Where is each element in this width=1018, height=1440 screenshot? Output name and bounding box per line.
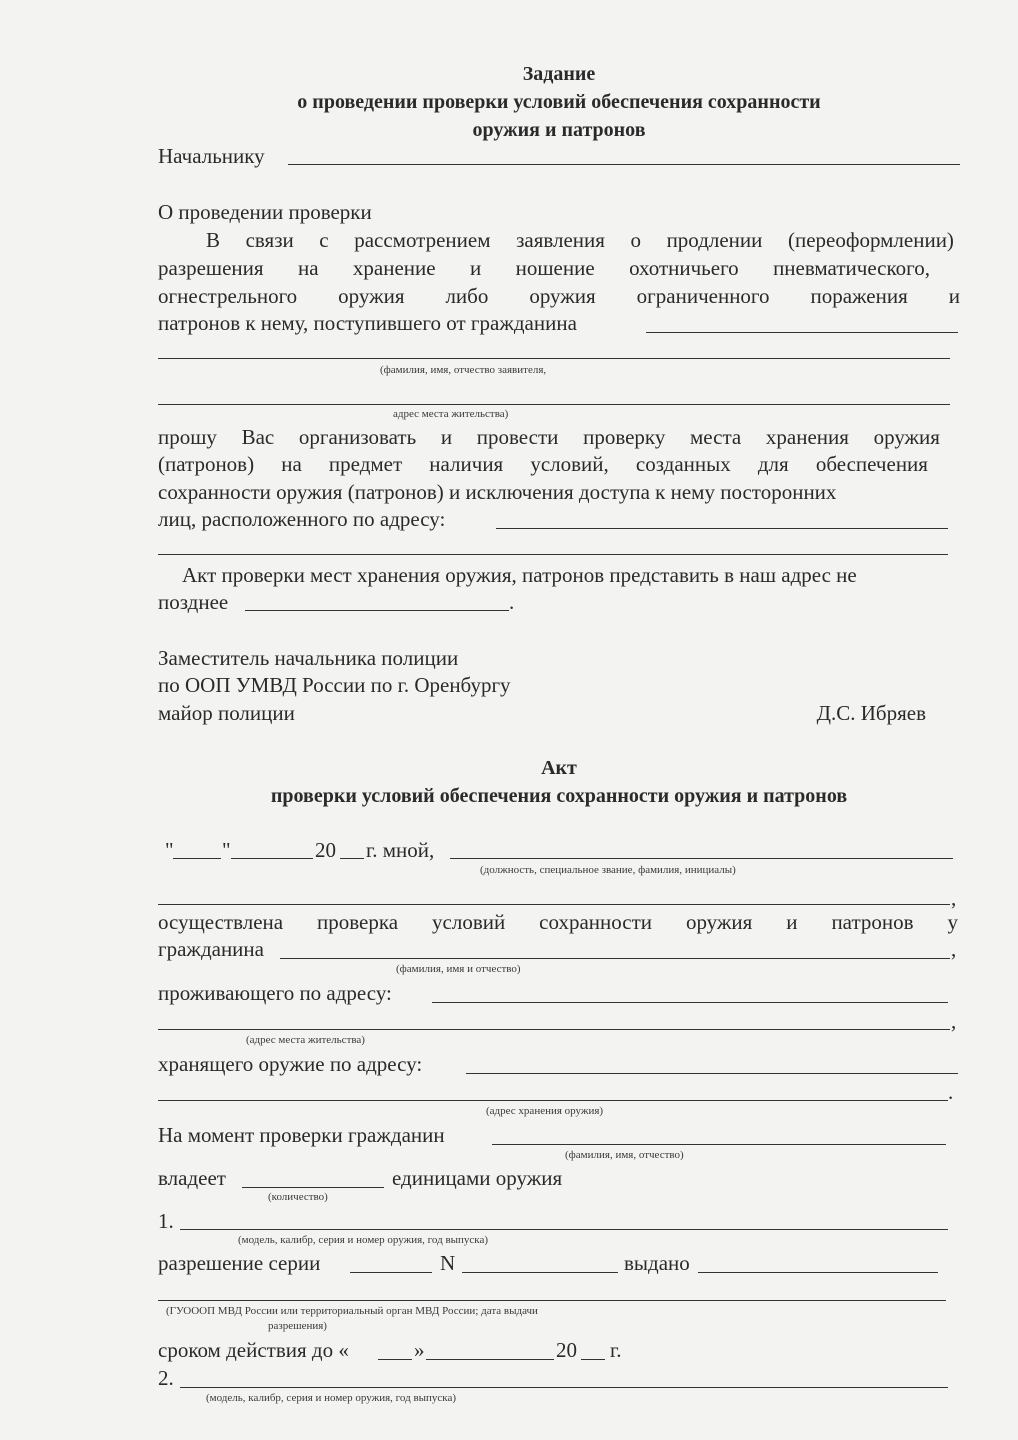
storing-label: хранящего оружие по адресу: <box>158 1052 423 1076</box>
permit-number-label: N <box>440 1251 456 1275</box>
caption-count: (количество) <box>268 1191 328 1203</box>
applicant-address-line[interactable] <box>158 404 950 405</box>
caption-issuer-line2: разрешения) <box>268 1320 327 1332</box>
issued-field-line[interactable] <box>698 1272 938 1273</box>
caption-citizen: (фамилия, имя и отчество) <box>396 963 521 975</box>
item2-field-line[interactable] <box>180 1387 948 1388</box>
applicant-fio-line[interactable] <box>158 358 950 359</box>
caption-applicant-fio: (фамилия, имя, отчество заявителя, <box>380 364 547 376</box>
storage-field-line1[interactable] <box>466 1073 958 1074</box>
date-day-line[interactable] <box>173 858 221 859</box>
citizen-field-line[interactable] <box>280 958 950 959</box>
weapon-count-line[interactable] <box>242 1187 384 1188</box>
storage-period: . <box>948 1080 954 1104</box>
valid-until-label: сроком действия до « <box>158 1338 349 1362</box>
applicant-field-line[interactable] <box>646 332 958 333</box>
task-subtitle-line2: оружия и патронов <box>472 119 646 141</box>
caption-model2: (модель, калибр, серия и номер оружия, год выпуска) <box>206 1392 457 1404</box>
caption-residence: (адрес места жительства) <box>246 1034 365 1046</box>
inspector-field-line[interactable] <box>450 858 953 859</box>
caption-inspector: (должность, специальное звание, фамилия, инициалы) <box>480 864 736 876</box>
valid-day-line[interactable] <box>378 1359 412 1360</box>
act-subtitle: проверки условий обеспечения сохранности оружия и патронов <box>270 785 848 807</box>
residing-label: проживающего по адресу: <box>158 981 392 1005</box>
date-year-line[interactable] <box>340 858 364 859</box>
caption-issuer-line1: (ГУОООП МВД России или территориальный орган МВД России; дата выдачи <box>166 1305 538 1317</box>
deadline-field-line[interactable] <box>245 610 509 611</box>
permit-number-line[interactable] <box>462 1272 618 1273</box>
storage-field-line2[interactable] <box>158 1100 948 1101</box>
storage-address-line1[interactable] <box>496 528 948 529</box>
act-title: Акт <box>541 757 577 779</box>
signer-position-line2: по ООП УМВД России по г. Оренбургу <box>158 673 511 697</box>
date-year-prefix: 20 <box>315 838 336 862</box>
valid-year-prefix: 20 <box>556 1338 577 1362</box>
paragraph1-line4: патронов к нему, поступившего от гражданина <box>158 311 577 335</box>
permit-series-label: разрешение серии <box>158 1251 321 1275</box>
paragraph2-line3: сохранности оружия (патронов) и исключения доступа к нему посторонних <box>158 480 837 504</box>
item1-number: 1. <box>158 1209 174 1233</box>
date-by-label: г. мной, <box>366 838 435 862</box>
paragraph3-line2: позднее <box>158 590 229 614</box>
moment-citizen-line[interactable] <box>492 1144 946 1145</box>
caption-moment: (фамилия, имя, отчество) <box>565 1149 684 1161</box>
citizen-comma: , <box>951 937 957 961</box>
issued-label: выдано <box>624 1251 690 1275</box>
paragraph2-line1: прошу Вас организовать и провести проверку места хранения оружия <box>158 425 940 449</box>
date-month-line[interactable] <box>231 858 313 859</box>
caption-model1: (модель, калибр, серия и номер оружия, год выпуска) <box>238 1234 489 1246</box>
valid-close-quote: » <box>414 1338 425 1362</box>
paragraph1-line1: В связи с рассмотрением заявления о продлении (переоформлении) <box>206 228 954 252</box>
moment-label: На момент проверки гражданин <box>158 1123 445 1147</box>
paragraph2-line2: (патронов) на предмет наличия условий, созданных для обеспечения <box>158 452 928 476</box>
signer-name: Д.С. Ибряев <box>816 701 926 725</box>
paragraph2-line4: лиц, расположенного по адресу: <box>158 507 446 531</box>
paragraph3-line1: Акт проверки мест хранения оружия, патронов представить в наш адрес не <box>182 563 857 587</box>
valid-g-label: г. <box>610 1338 622 1362</box>
owns-label: владеет <box>158 1166 226 1190</box>
about-check-label: О проведении проверки <box>158 200 372 224</box>
issuer-field-line[interactable] <box>158 1300 946 1301</box>
date-open-quote: " <box>165 838 174 862</box>
citizen-label: гражданина <box>158 937 264 961</box>
date-close-quote: " <box>222 838 231 862</box>
inspector-comma: , <box>951 886 957 910</box>
residence-comma: , <box>951 1009 957 1033</box>
item1-field-line[interactable] <box>180 1229 948 1230</box>
to-label: Начальнику <box>158 144 265 168</box>
paragraph1-line3: огнестрельного оружия либо оружия ограниченного поражения и <box>158 284 960 308</box>
signer-position-line1: Заместитель начальника полиции <box>158 646 459 670</box>
inspector-field-line2[interactable] <box>158 904 950 905</box>
item2-number: 2. <box>158 1366 174 1390</box>
addressee-field-line[interactable] <box>288 164 960 165</box>
units-label: единицами оружия <box>392 1166 563 1190</box>
check-performed-line: осуществлена проверка условий сохранности оружия и патронов у <box>158 910 958 934</box>
permit-series-line[interactable] <box>350 1272 432 1273</box>
task-subtitle-line1: о проведении проверки условий обеспечения сохранности <box>297 91 821 113</box>
deadline-period: . <box>509 590 515 614</box>
signer-rank: майор полиции <box>158 701 295 725</box>
task-title: Задание <box>522 63 596 85</box>
valid-year-line[interactable] <box>581 1359 605 1360</box>
residence-field-line2[interactable] <box>158 1029 950 1030</box>
paragraph1-line2: разрешения на хранение и ношение охотничьего пневматического, <box>158 256 930 280</box>
storage-address-line2[interactable] <box>158 554 948 555</box>
residence-field-line1[interactable] <box>432 1002 948 1003</box>
caption-applicant-address: адрес места жительства) <box>393 408 509 420</box>
caption-storage: (адрес хранения оружия) <box>486 1105 604 1117</box>
valid-month-line[interactable] <box>426 1359 554 1360</box>
